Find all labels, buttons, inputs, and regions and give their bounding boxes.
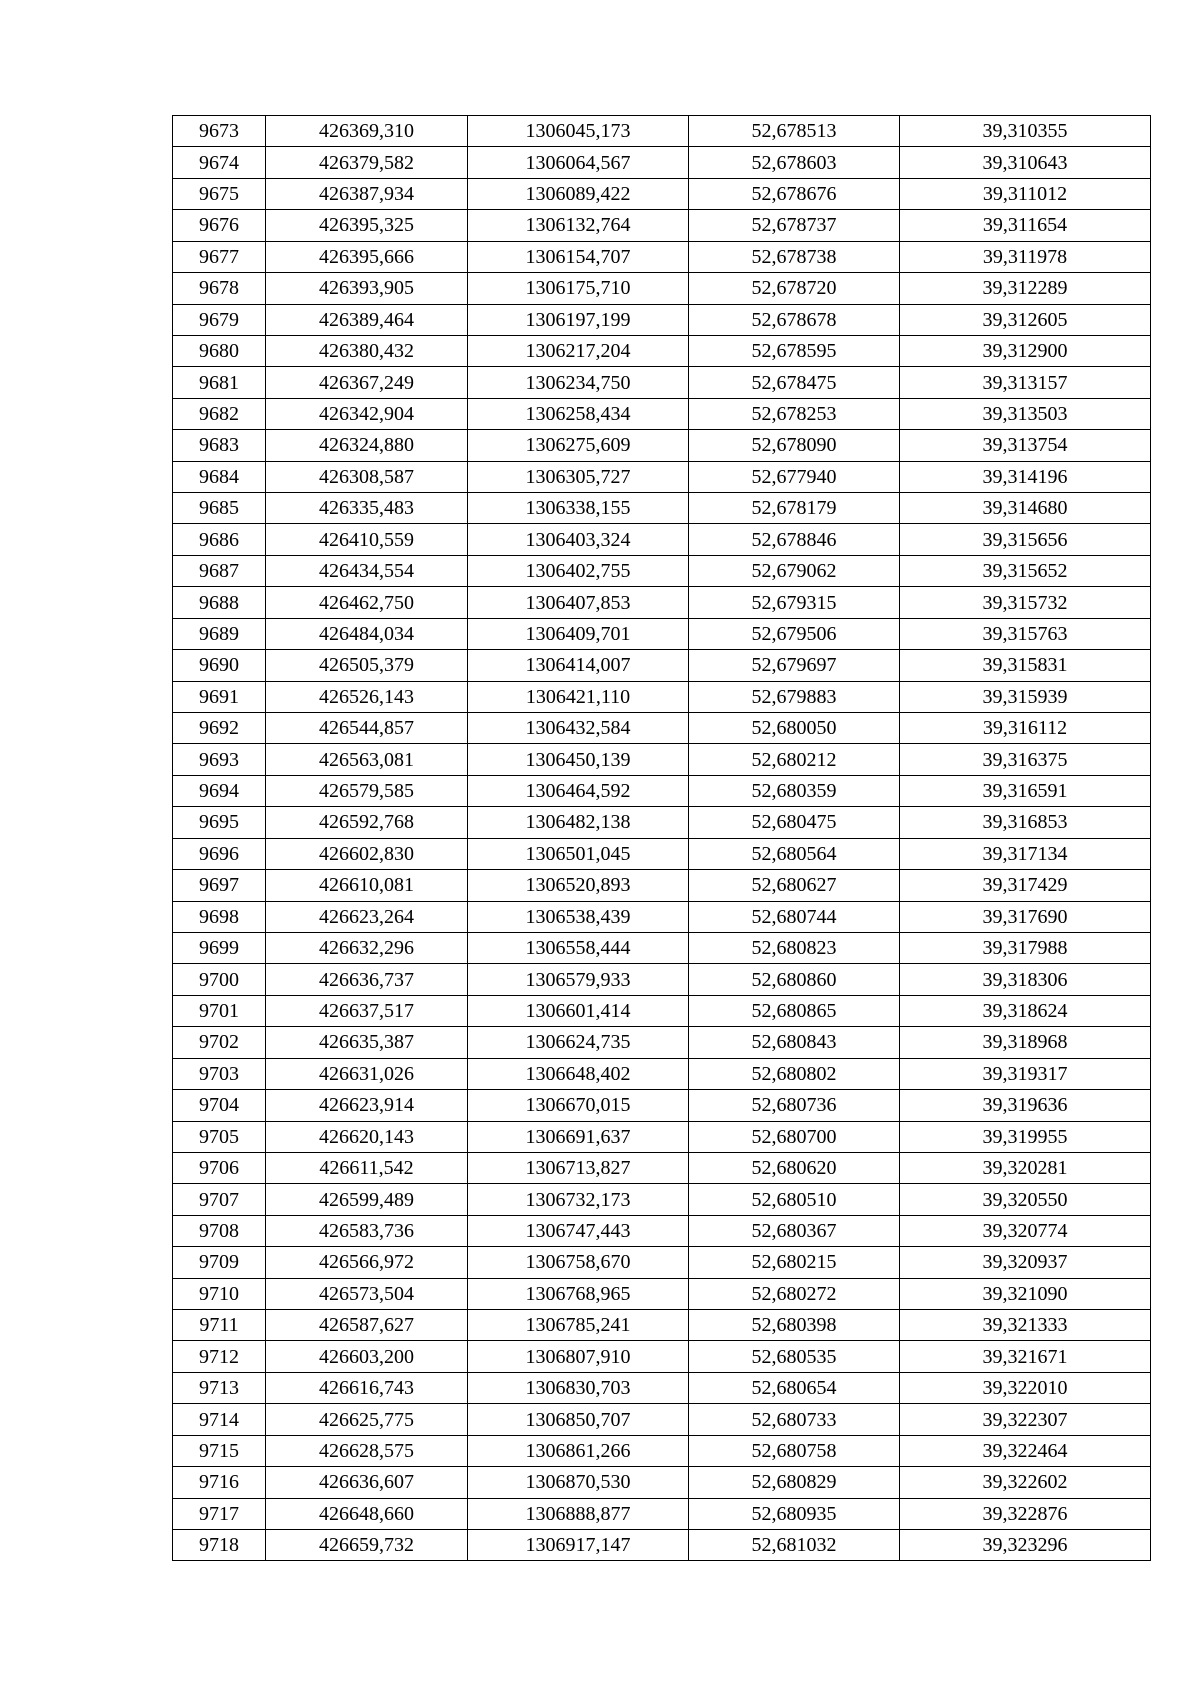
latitude-cell: 52,680359	[689, 775, 900, 806]
latitude-cell: 52,680736	[689, 1090, 900, 1121]
y-coordinate-cell: 1306732,173	[468, 1184, 689, 1215]
longitude-cell: 39,317690	[900, 901, 1151, 932]
latitude-cell: 52,680700	[689, 1121, 900, 1152]
point-number-cell: 9686	[173, 524, 266, 555]
table-row	[173, 398, 1151, 429]
y-coordinate-cell: 1306409,701	[468, 618, 689, 649]
point-number-cell: 9709	[173, 1247, 266, 1278]
point-number-cell: 9712	[173, 1341, 266, 1372]
coordinates-table	[172, 115, 1151, 1561]
y-coordinate-cell: 1306407,853	[468, 587, 689, 618]
x-coordinate-cell: 426602,830	[266, 838, 468, 869]
point-number-cell: 9677	[173, 241, 266, 272]
latitude-cell: 52,678720	[689, 273, 900, 304]
point-number-cell: 9694	[173, 775, 266, 806]
y-coordinate-cell: 1306432,584	[468, 713, 689, 744]
table-row	[173, 147, 1151, 178]
longitude-cell: 39,322010	[900, 1372, 1151, 1403]
x-coordinate-cell: 426573,504	[266, 1278, 468, 1309]
longitude-cell: 39,312289	[900, 273, 1151, 304]
x-coordinate-cell: 426380,432	[266, 335, 468, 366]
point-number-cell: 9715	[173, 1435, 266, 1466]
point-number-cell: 9684	[173, 461, 266, 492]
x-coordinate-cell: 426395,666	[266, 241, 468, 272]
table-row	[173, 681, 1151, 712]
x-coordinate-cell: 426395,325	[266, 210, 468, 241]
latitude-cell: 52,679315	[689, 587, 900, 618]
x-coordinate-cell: 426505,379	[266, 650, 468, 681]
longitude-cell: 39,318306	[900, 964, 1151, 995]
x-coordinate-cell: 426623,914	[266, 1090, 468, 1121]
table-row	[173, 1215, 1151, 1246]
longitude-cell: 39,315831	[900, 650, 1151, 681]
latitude-cell: 52,680535	[689, 1341, 900, 1372]
point-number-cell: 9680	[173, 335, 266, 366]
table-row	[173, 775, 1151, 806]
point-number-cell: 9708	[173, 1215, 266, 1246]
y-coordinate-cell: 1306089,422	[468, 178, 689, 209]
table-row	[173, 524, 1151, 555]
x-coordinate-cell: 426636,607	[266, 1467, 468, 1498]
x-coordinate-cell: 426484,034	[266, 618, 468, 649]
latitude-cell: 52,680860	[689, 964, 900, 995]
table-row	[173, 587, 1151, 618]
table-row	[173, 367, 1151, 398]
y-coordinate-cell: 1306538,439	[468, 901, 689, 932]
longitude-cell: 39,310643	[900, 147, 1151, 178]
x-coordinate-cell: 426620,143	[266, 1121, 468, 1152]
table-row	[173, 1529, 1151, 1560]
point-number-cell: 9682	[173, 398, 266, 429]
longitude-cell: 39,313157	[900, 367, 1151, 398]
longitude-cell: 39,313754	[900, 430, 1151, 461]
y-coordinate-cell: 1306888,877	[468, 1498, 689, 1529]
latitude-cell: 52,679883	[689, 681, 900, 712]
y-coordinate-cell: 1306197,199	[468, 304, 689, 335]
point-number-cell: 9707	[173, 1184, 266, 1215]
longitude-cell: 39,322876	[900, 1498, 1151, 1529]
x-coordinate-cell: 426342,904	[266, 398, 468, 429]
x-coordinate-cell: 426308,587	[266, 461, 468, 492]
latitude-cell: 52,680564	[689, 838, 900, 869]
y-coordinate-cell: 1306850,707	[468, 1404, 689, 1435]
y-coordinate-cell: 1306713,827	[468, 1152, 689, 1183]
y-coordinate-cell: 1306558,444	[468, 932, 689, 963]
y-coordinate-cell: 1306807,910	[468, 1341, 689, 1372]
point-number-cell: 9674	[173, 147, 266, 178]
longitude-cell: 39,320937	[900, 1247, 1151, 1278]
table-row	[173, 1310, 1151, 1341]
point-number-cell: 9683	[173, 430, 266, 461]
longitude-cell: 39,321333	[900, 1310, 1151, 1341]
point-number-cell: 9689	[173, 618, 266, 649]
y-coordinate-cell: 1306579,933	[468, 964, 689, 995]
table-row	[173, 618, 1151, 649]
longitude-cell: 39,315732	[900, 587, 1151, 618]
y-coordinate-cell: 1306275,609	[468, 430, 689, 461]
latitude-cell: 52,680398	[689, 1310, 900, 1341]
latitude-cell: 52,678678	[689, 304, 900, 335]
table-row	[173, 273, 1151, 304]
table-row	[173, 210, 1151, 241]
longitude-cell: 39,311654	[900, 210, 1151, 241]
y-coordinate-cell: 1306870,530	[468, 1467, 689, 1498]
point-number-cell: 9673	[173, 116, 266, 147]
point-number-cell: 9696	[173, 838, 266, 869]
point-number-cell: 9698	[173, 901, 266, 932]
x-coordinate-cell: 426583,736	[266, 1215, 468, 1246]
point-number-cell: 9688	[173, 587, 266, 618]
point-number-cell: 9679	[173, 304, 266, 335]
y-coordinate-cell: 1306421,110	[468, 681, 689, 712]
table-row	[173, 1184, 1151, 1215]
x-coordinate-cell: 426393,905	[266, 273, 468, 304]
table-row	[173, 1372, 1151, 1403]
x-coordinate-cell: 426566,972	[266, 1247, 468, 1278]
y-coordinate-cell: 1306175,710	[468, 273, 689, 304]
longitude-cell: 39,310355	[900, 116, 1151, 147]
table-row	[173, 430, 1151, 461]
latitude-cell: 52,679506	[689, 618, 900, 649]
x-coordinate-cell: 426637,517	[266, 995, 468, 1026]
point-number-cell: 9690	[173, 650, 266, 681]
x-coordinate-cell: 426324,880	[266, 430, 468, 461]
x-coordinate-cell: 426462,750	[266, 587, 468, 618]
longitude-cell: 39,316375	[900, 744, 1151, 775]
latitude-cell: 52,679697	[689, 650, 900, 681]
table-row	[173, 1278, 1151, 1309]
table-row	[173, 1435, 1151, 1466]
x-coordinate-cell: 426389,464	[266, 304, 468, 335]
latitude-cell: 52,678179	[689, 493, 900, 524]
table-row	[173, 995, 1151, 1026]
longitude-cell: 39,320550	[900, 1184, 1151, 1215]
latitude-cell: 52,678603	[689, 147, 900, 178]
longitude-cell: 39,317134	[900, 838, 1151, 869]
y-coordinate-cell: 1306917,147	[468, 1529, 689, 1560]
latitude-cell: 52,678475	[689, 367, 900, 398]
y-coordinate-cell: 1306305,727	[468, 461, 689, 492]
table-row	[173, 116, 1151, 147]
table-row	[173, 493, 1151, 524]
longitude-cell: 39,321671	[900, 1341, 1151, 1372]
y-coordinate-cell: 1306464,592	[468, 775, 689, 806]
table-row	[173, 713, 1151, 744]
latitude-cell: 52,678738	[689, 241, 900, 272]
x-coordinate-cell: 426410,559	[266, 524, 468, 555]
x-coordinate-cell: 426592,768	[266, 807, 468, 838]
point-number-cell: 9691	[173, 681, 266, 712]
x-coordinate-cell: 426544,857	[266, 713, 468, 744]
latitude-cell: 52,680935	[689, 1498, 900, 1529]
y-coordinate-cell: 1306861,266	[468, 1435, 689, 1466]
y-coordinate-cell: 1306258,434	[468, 398, 689, 429]
table-row	[173, 1027, 1151, 1058]
point-number-cell: 9681	[173, 367, 266, 398]
table-row	[173, 1467, 1151, 1498]
latitude-cell: 52,680654	[689, 1372, 900, 1403]
latitude-cell: 52,678676	[689, 178, 900, 209]
x-coordinate-cell: 426623,264	[266, 901, 468, 932]
longitude-cell: 39,316112	[900, 713, 1151, 744]
longitude-cell: 39,316591	[900, 775, 1151, 806]
longitude-cell: 39,311978	[900, 241, 1151, 272]
longitude-cell: 39,315656	[900, 524, 1151, 555]
table-row	[173, 901, 1151, 932]
x-coordinate-cell: 426616,743	[266, 1372, 468, 1403]
latitude-cell: 52,679062	[689, 555, 900, 586]
x-coordinate-cell: 426635,387	[266, 1027, 468, 1058]
latitude-cell: 52,680758	[689, 1435, 900, 1466]
longitude-cell: 39,317988	[900, 932, 1151, 963]
y-coordinate-cell: 1306217,204	[468, 335, 689, 366]
table-row	[173, 1090, 1151, 1121]
x-coordinate-cell: 426625,775	[266, 1404, 468, 1435]
point-number-cell: 9703	[173, 1058, 266, 1089]
y-coordinate-cell: 1306648,402	[468, 1058, 689, 1089]
table-row	[173, 838, 1151, 869]
longitude-cell: 39,321090	[900, 1278, 1151, 1309]
y-coordinate-cell: 1306758,670	[468, 1247, 689, 1278]
x-coordinate-cell: 426369,310	[266, 116, 468, 147]
x-coordinate-cell: 426526,143	[266, 681, 468, 712]
table-row	[173, 932, 1151, 963]
y-coordinate-cell: 1306414,007	[468, 650, 689, 681]
latitude-cell: 52,681032	[689, 1529, 900, 1560]
table-row	[173, 1058, 1151, 1089]
table-row	[173, 870, 1151, 901]
latitude-cell: 52,680733	[689, 1404, 900, 1435]
longitude-cell: 39,314680	[900, 493, 1151, 524]
latitude-cell: 52,680620	[689, 1152, 900, 1183]
table-row	[173, 461, 1151, 492]
latitude-cell: 52,680843	[689, 1027, 900, 1058]
y-coordinate-cell: 1306624,735	[468, 1027, 689, 1058]
point-number-cell: 9704	[173, 1090, 266, 1121]
longitude-cell: 39,316853	[900, 807, 1151, 838]
latitude-cell: 52,680744	[689, 901, 900, 932]
table-row	[173, 178, 1151, 209]
table-row	[173, 1152, 1151, 1183]
table-row	[173, 650, 1151, 681]
latitude-cell: 52,678090	[689, 430, 900, 461]
latitude-cell: 52,678513	[689, 116, 900, 147]
latitude-cell: 52,680802	[689, 1058, 900, 1089]
x-coordinate-cell: 426659,732	[266, 1529, 468, 1560]
table-row	[173, 807, 1151, 838]
point-number-cell: 9702	[173, 1027, 266, 1058]
point-number-cell: 9710	[173, 1278, 266, 1309]
longitude-cell: 39,312605	[900, 304, 1151, 335]
x-coordinate-cell: 426387,934	[266, 178, 468, 209]
point-number-cell: 9699	[173, 932, 266, 963]
x-coordinate-cell: 426648,660	[266, 1498, 468, 1529]
y-coordinate-cell: 1306482,138	[468, 807, 689, 838]
point-number-cell: 9700	[173, 964, 266, 995]
point-number-cell: 9714	[173, 1404, 266, 1435]
y-coordinate-cell: 1306450,139	[468, 744, 689, 775]
point-number-cell: 9687	[173, 555, 266, 586]
y-coordinate-cell: 1306691,637	[468, 1121, 689, 1152]
latitude-cell: 52,678737	[689, 210, 900, 241]
latitude-cell: 52,680367	[689, 1215, 900, 1246]
table-row	[173, 1498, 1151, 1529]
longitude-cell: 39,315763	[900, 618, 1151, 649]
y-coordinate-cell: 1306670,015	[468, 1090, 689, 1121]
y-coordinate-cell: 1306501,045	[468, 838, 689, 869]
x-coordinate-cell: 426599,489	[266, 1184, 468, 1215]
x-coordinate-cell: 426379,582	[266, 147, 468, 178]
y-coordinate-cell: 1306830,703	[468, 1372, 689, 1403]
table-row	[173, 335, 1151, 366]
longitude-cell: 39,322602	[900, 1467, 1151, 1498]
x-coordinate-cell: 426563,081	[266, 744, 468, 775]
point-number-cell: 9718	[173, 1529, 266, 1560]
y-coordinate-cell: 1306234,750	[468, 367, 689, 398]
longitude-cell: 39,319317	[900, 1058, 1151, 1089]
longitude-cell: 39,319955	[900, 1121, 1151, 1152]
longitude-cell: 39,318624	[900, 995, 1151, 1026]
latitude-cell: 52,678595	[689, 335, 900, 366]
point-number-cell: 9717	[173, 1498, 266, 1529]
longitude-cell: 39,318968	[900, 1027, 1151, 1058]
x-coordinate-cell: 426335,483	[266, 493, 468, 524]
longitude-cell: 39,317429	[900, 870, 1151, 901]
table-row	[173, 1404, 1151, 1435]
x-coordinate-cell: 426628,575	[266, 1435, 468, 1466]
longitude-cell: 39,320281	[900, 1152, 1151, 1183]
longitude-cell: 39,323296	[900, 1529, 1151, 1560]
x-coordinate-cell: 426587,627	[266, 1310, 468, 1341]
y-coordinate-cell: 1306064,567	[468, 147, 689, 178]
point-number-cell: 9706	[173, 1152, 266, 1183]
longitude-cell: 39,315939	[900, 681, 1151, 712]
y-coordinate-cell: 1306402,755	[468, 555, 689, 586]
x-coordinate-cell: 426636,737	[266, 964, 468, 995]
point-number-cell: 9692	[173, 713, 266, 744]
point-number-cell: 9675	[173, 178, 266, 209]
table-row	[173, 555, 1151, 586]
y-coordinate-cell: 1306768,965	[468, 1278, 689, 1309]
point-number-cell: 9716	[173, 1467, 266, 1498]
x-coordinate-cell: 426611,542	[266, 1152, 468, 1183]
table-row	[173, 1121, 1151, 1152]
latitude-cell: 52,680215	[689, 1247, 900, 1278]
longitude-cell: 39,322307	[900, 1404, 1151, 1435]
table-row	[173, 964, 1151, 995]
longitude-cell: 39,312900	[900, 335, 1151, 366]
latitude-cell: 52,680050	[689, 713, 900, 744]
latitude-cell: 52,678846	[689, 524, 900, 555]
y-coordinate-cell: 1306338,155	[468, 493, 689, 524]
point-number-cell: 9693	[173, 744, 266, 775]
point-number-cell: 9695	[173, 807, 266, 838]
x-coordinate-cell: 426367,249	[266, 367, 468, 398]
longitude-cell: 39,314196	[900, 461, 1151, 492]
y-coordinate-cell: 1306601,414	[468, 995, 689, 1026]
longitude-cell: 39,319636	[900, 1090, 1151, 1121]
x-coordinate-cell: 426631,026	[266, 1058, 468, 1089]
point-number-cell: 9705	[173, 1121, 266, 1152]
latitude-cell: 52,678253	[689, 398, 900, 429]
table-row	[173, 1247, 1151, 1278]
point-number-cell: 9711	[173, 1310, 266, 1341]
table-row	[173, 304, 1151, 335]
y-coordinate-cell: 1306132,764	[468, 210, 689, 241]
longitude-cell: 39,315652	[900, 555, 1151, 586]
table-row	[173, 241, 1151, 272]
coordinates-table-body	[173, 116, 1151, 1561]
table-row	[173, 744, 1151, 775]
point-number-cell: 9676	[173, 210, 266, 241]
point-number-cell: 9697	[173, 870, 266, 901]
x-coordinate-cell: 426579,585	[266, 775, 468, 806]
longitude-cell: 39,313503	[900, 398, 1151, 429]
x-coordinate-cell: 426603,200	[266, 1341, 468, 1372]
x-coordinate-cell: 426610,081	[266, 870, 468, 901]
latitude-cell: 52,677940	[689, 461, 900, 492]
x-coordinate-cell: 426632,296	[266, 932, 468, 963]
point-number-cell: 9701	[173, 995, 266, 1026]
longitude-cell: 39,320774	[900, 1215, 1151, 1246]
point-number-cell: 9713	[173, 1372, 266, 1403]
latitude-cell: 52,680829	[689, 1467, 900, 1498]
table-row	[173, 1341, 1151, 1372]
point-number-cell: 9678	[173, 273, 266, 304]
longitude-cell: 39,322464	[900, 1435, 1151, 1466]
y-coordinate-cell: 1306154,707	[468, 241, 689, 272]
longitude-cell: 39,311012	[900, 178, 1151, 209]
x-coordinate-cell: 426434,554	[266, 555, 468, 586]
latitude-cell: 52,680510	[689, 1184, 900, 1215]
latitude-cell: 52,680212	[689, 744, 900, 775]
point-number-cell: 9685	[173, 493, 266, 524]
latitude-cell: 52,680475	[689, 807, 900, 838]
latitude-cell: 52,680272	[689, 1278, 900, 1309]
latitude-cell: 52,680627	[689, 870, 900, 901]
y-coordinate-cell: 1306747,443	[468, 1215, 689, 1246]
y-coordinate-cell: 1306785,241	[468, 1310, 689, 1341]
y-coordinate-cell: 1306045,173	[468, 116, 689, 147]
y-coordinate-cell: 1306403,324	[468, 524, 689, 555]
latitude-cell: 52,680823	[689, 932, 900, 963]
y-coordinate-cell: 1306520,893	[468, 870, 689, 901]
latitude-cell: 52,680865	[689, 995, 900, 1026]
